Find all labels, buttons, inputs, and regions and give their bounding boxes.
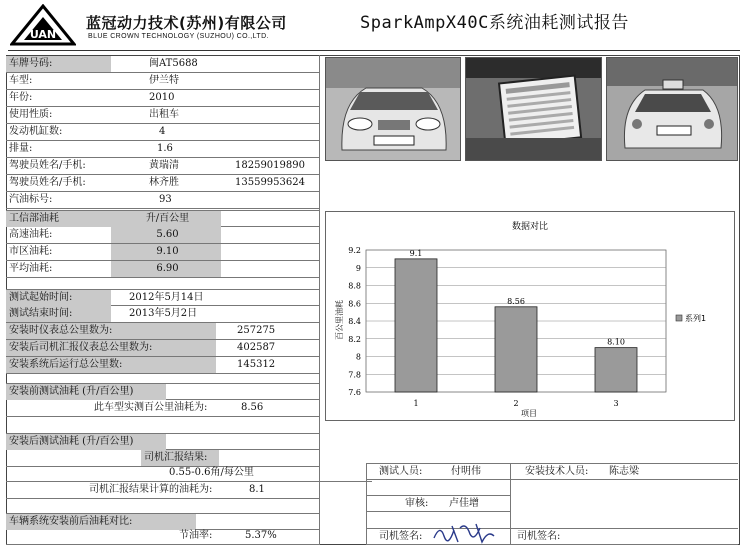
odometer-label: 安装系统后运行总公里数:	[6, 357, 216, 373]
chart-bar	[495, 307, 537, 392]
before-measure-row	[6, 400, 319, 417]
before-header-label: 安装前测试油耗 (升/百公里)	[6, 384, 166, 400]
driver-sign-label-2: 司机签名:	[517, 531, 561, 542]
x-tick-label: 1	[413, 399, 419, 408]
chart-y-ticks	[348, 246, 361, 397]
vehicle-value: 出租车	[149, 109, 179, 120]
test-start-row	[6, 289, 319, 306]
test-start-value: 2012年5月14日	[129, 292, 204, 303]
test-end-row	[6, 306, 319, 323]
tester-label: 测试人员:	[379, 466, 423, 477]
company-logo	[10, 4, 76, 46]
odometer-label: 安装后司机汇报仪表总公里数为:	[6, 340, 216, 356]
legend-swatch	[676, 315, 682, 321]
vehicle-value: 伊兰特	[149, 75, 179, 86]
y-tick-label: 9	[355, 263, 361, 273]
odometer-value: 257275	[237, 325, 276, 336]
reviewer-label: 审核:	[405, 498, 429, 509]
before-header-row	[6, 383, 319, 400]
vehicle-label: 排量:	[9, 143, 33, 154]
signature-row-0	[366, 463, 738, 480]
bar-data-label: 8.56	[507, 296, 525, 306]
driver-report-value: 0.55-0.6角/每公里	[169, 467, 254, 478]
before-measure-value: 8.56	[241, 402, 264, 413]
official-header-row	[6, 210, 319, 227]
vehicle-value: 4	[159, 126, 166, 137]
test-end-label: 测试结束时间:	[6, 306, 111, 322]
before-measure-label: 此车型实测百公里油耗为:	[94, 402, 208, 413]
vehicle-row-7	[6, 175, 319, 192]
vehicle-label: 驾驶员姓名/手机:	[9, 160, 86, 171]
vehicle-label: 汽油标号:	[9, 194, 53, 205]
odometer-row-1	[6, 340, 319, 357]
vehicle-row-4	[6, 124, 319, 141]
official-value: 5.60	[111, 227, 221, 243]
vehicle-row-5	[6, 141, 319, 158]
chart-x-axis-label: 项目	[521, 409, 537, 418]
installer-label: 安装技术人员:	[525, 466, 589, 477]
vehicle-label: 使用性质:	[9, 109, 53, 120]
driver-name: 黄瑞清	[149, 160, 179, 171]
x-tick-label: 3	[613, 399, 619, 408]
signature-row-1	[366, 495, 510, 512]
sign-divider-left	[366, 463, 367, 545]
vehicle-row-2	[6, 90, 319, 107]
official-row-1	[6, 244, 319, 261]
vehicle-label: 车型:	[9, 75, 33, 86]
after-header-label: 安装后测试油耗 (升/百公里)	[6, 434, 166, 450]
car-rear-image	[607, 58, 738, 161]
logo-text: UAN	[29, 28, 57, 41]
vehicle-value: 1.6	[157, 143, 173, 154]
saving-value: 5.37%	[245, 530, 277, 541]
vehicle-row-1	[6, 73, 319, 90]
comparison-chart	[325, 211, 735, 421]
official-value: 9.10	[111, 244, 221, 260]
vehicle-row-3	[6, 107, 319, 124]
report-title: SparkAmpX40C系统油耗测试报告	[360, 13, 629, 33]
tester-value: 付明伟	[451, 466, 481, 477]
bar-data-label: 9.1	[409, 248, 423, 258]
header-divider	[8, 50, 740, 51]
chart-canvas	[326, 212, 734, 420]
after-header-row	[6, 433, 319, 450]
reviewer-value: 卢佳增	[449, 498, 479, 509]
odometer-value: 145312	[237, 359, 276, 370]
sign-divider-mid	[510, 463, 511, 545]
car-front-image	[326, 58, 461, 161]
photo-install-card	[465, 57, 602, 161]
odometer-value: 402587	[237, 342, 276, 353]
y-tick-label: 9.2	[348, 246, 361, 255]
vehicle-value: 93	[159, 194, 172, 205]
chart-bar	[595, 348, 637, 392]
official-label: 市区油耗:	[9, 246, 53, 257]
driver-report-value-row	[6, 465, 372, 482]
driver-calc-label: 司机汇报结果计算的油耗为:	[89, 484, 213, 495]
chart-x-ticks	[413, 399, 618, 408]
crown-logo-icon	[10, 4, 76, 46]
vehicle-row-6	[6, 158, 319, 175]
install-card-image	[466, 58, 602, 161]
y-tick-label: 7.8	[348, 370, 361, 380]
driver-phone: 18259019890	[235, 160, 305, 171]
vehicle-value: 2010	[149, 92, 175, 103]
driver-name: 林齐胜	[149, 177, 179, 188]
photo-car-rear	[606, 57, 738, 161]
official-row-0	[6, 227, 319, 244]
y-tick-label: 8.6	[348, 299, 361, 309]
column-divider	[319, 55, 320, 545]
y-tick-label: 8.8	[348, 281, 361, 291]
saving-label: 节油率:	[179, 530, 213, 541]
y-tick-label: 8.2	[348, 334, 361, 344]
vehicle-row-0	[6, 56, 319, 73]
official-value: 6.90	[111, 261, 221, 277]
vehicle-label: 发动机缸数:	[9, 126, 63, 137]
chart-title: 数据对比	[511, 222, 549, 232]
company-name-en: BLUE CROWN TECHNOLOGY (SUZHOU) CO.,LTD.	[88, 33, 269, 40]
driver-calc-value: 8.1	[249, 484, 265, 495]
bar-data-label: 8.10	[607, 337, 625, 347]
driver-sign-label: 司机签名:	[379, 531, 423, 542]
official-label: 高速油耗:	[9, 229, 53, 240]
vehicle-row-8	[6, 192, 319, 209]
vehicle-label: 车牌号码:	[6, 56, 111, 72]
driver-calc-row	[6, 482, 319, 499]
saving-row	[6, 528, 319, 545]
photo-car-front	[325, 57, 461, 161]
official-row-2	[6, 261, 319, 278]
installer-value: 陈志梁	[609, 466, 639, 477]
legend-label: 系列1	[685, 314, 707, 323]
compare-label: 车辆系统安装前后油耗对比:	[6, 514, 196, 530]
vehicle-label: 年份:	[9, 92, 33, 103]
report-header	[0, 0, 750, 52]
official-header-label: 工信部油耗	[6, 211, 111, 227]
driver-phone: 13559953624	[235, 177, 305, 188]
odometer-label: 安装时仪表总公里数为:	[6, 323, 216, 339]
signature-row-2	[366, 528, 738, 545]
chart-y-axis-label: 百公里油耗	[335, 300, 344, 340]
official-label: 平均油耗:	[9, 263, 53, 274]
official-unit: 升/百公里	[111, 211, 221, 227]
test-start-label: 测试起始时间:	[6, 290, 111, 306]
y-tick-label: 7.6	[348, 388, 361, 397]
vehicle-label: 驾驶员姓名/手机:	[9, 177, 86, 188]
chart-legend	[676, 313, 706, 323]
y-tick-label: 8	[355, 352, 361, 362]
odometer-row-2	[6, 357, 319, 374]
driver-report-label: 司机汇报结果:	[141, 450, 219, 466]
x-tick-label: 2	[513, 399, 519, 408]
vehicle-value: 闽AT5688	[149, 58, 198, 69]
company-name-cn: 蓝冠动力技术(苏州)有限公司	[86, 14, 287, 32]
handwritten-signature	[430, 520, 500, 546]
odometer-row-0	[6, 323, 319, 340]
y-tick-label: 8.4	[348, 317, 361, 326]
chart-bar	[395, 259, 437, 392]
test-end-value: 2013年5月2日	[129, 308, 198, 319]
